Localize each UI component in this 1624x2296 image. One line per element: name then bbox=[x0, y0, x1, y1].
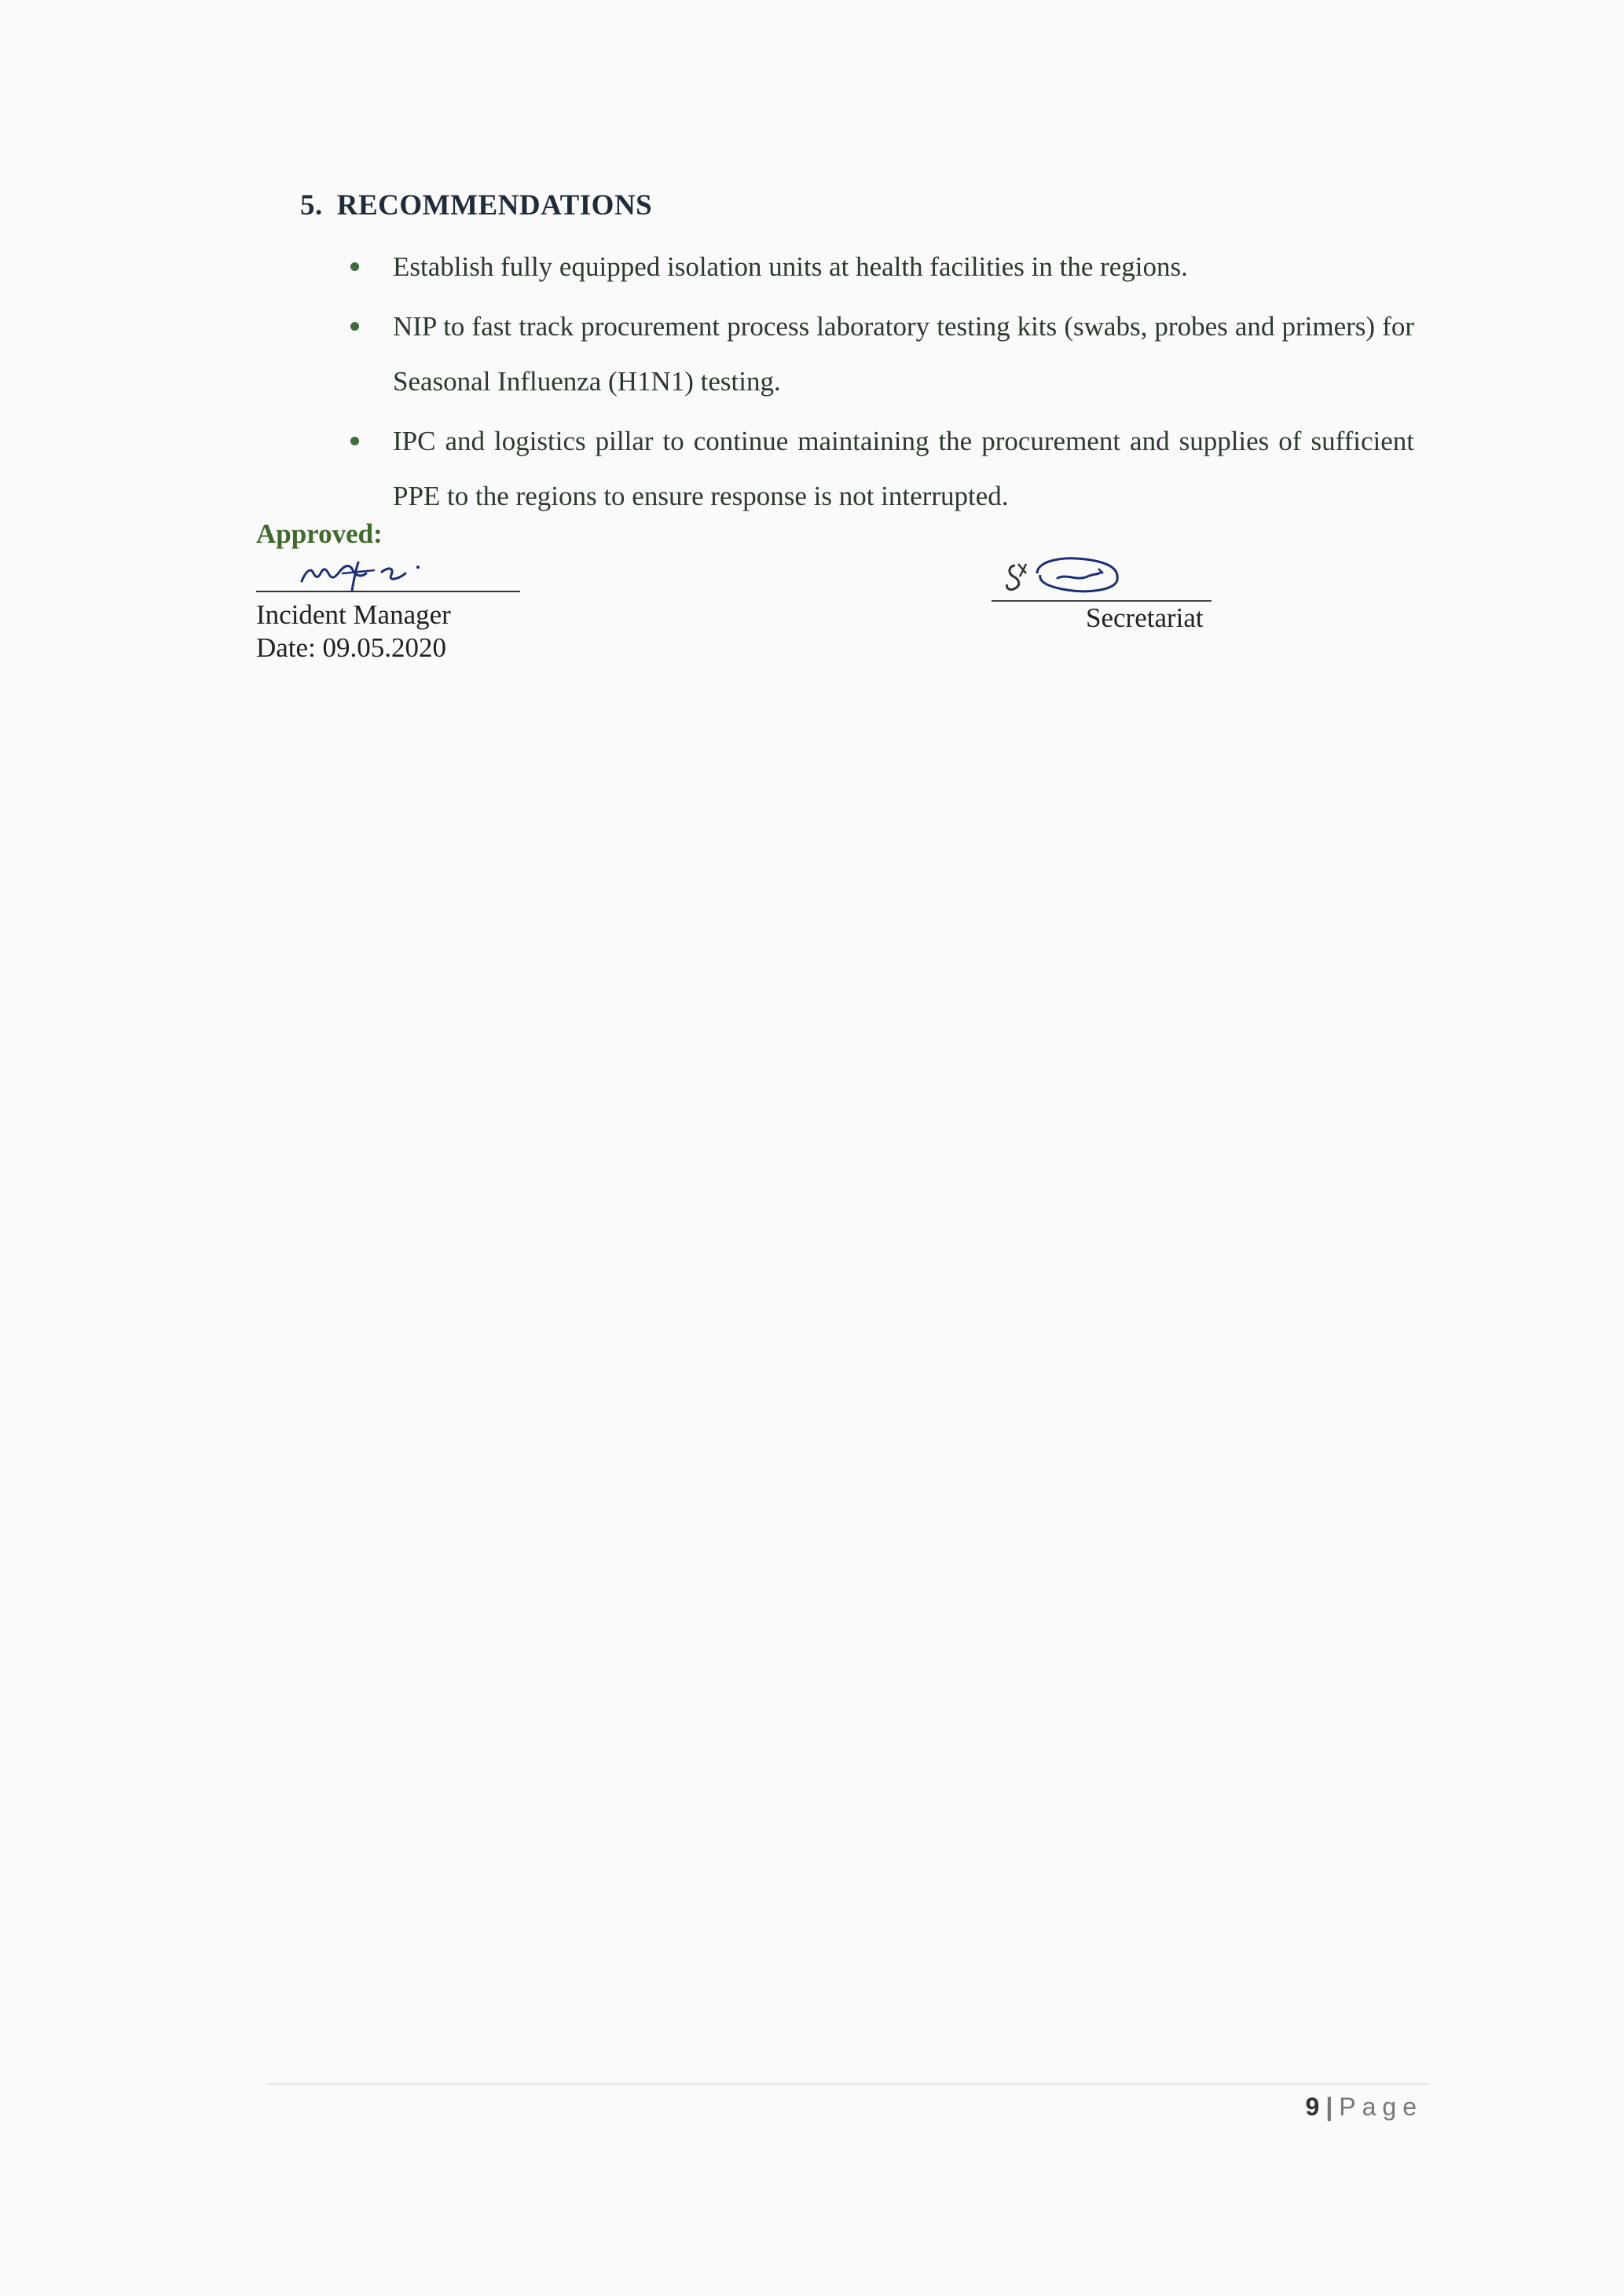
secretariat-block bbox=[992, 550, 1227, 635]
secretariat-signature bbox=[992, 550, 1227, 600]
list-item bbox=[346, 414, 1414, 524]
page-footer bbox=[1306, 2093, 1423, 2122]
approver-role: Incident Manager bbox=[256, 599, 451, 630]
list-item bbox=[346, 299, 1414, 409]
footer-divider bbox=[267, 2083, 1430, 2085]
list-item-text: IPC and logistics pillar to continue maintaining the procurement and supplies of sufficient PPE to the regions to ensure response is not interrupted. bbox=[393, 426, 1414, 511]
approval-block bbox=[256, 518, 539, 665]
page-number: 9 bbox=[1305, 2093, 1320, 2121]
incident-manager-signature bbox=[256, 550, 523, 591]
approved-label: Approved: bbox=[256, 518, 383, 549]
page-label: Page bbox=[1339, 2093, 1423, 2121]
section-title: RECOMMENDATIONS bbox=[336, 189, 653, 222]
recommendations-list bbox=[346, 240, 1414, 529]
bullet-icon bbox=[350, 262, 359, 271]
section-heading bbox=[300, 189, 652, 222]
approval-date: Date: 09.05.2020 bbox=[256, 632, 447, 663]
signature-line bbox=[256, 591, 520, 592]
footer-separator: | bbox=[1325, 2093, 1333, 2121]
list-item-text: NIP to fast track procurement process laboratory testing kits (swabs, probes and primers) for Seasonal Influenza (H1N1) testing. bbox=[393, 311, 1414, 397]
bullet-icon bbox=[350, 437, 359, 445]
section-number: 5. bbox=[300, 189, 323, 222]
bullet-icon bbox=[350, 322, 359, 331]
list-item-text: Establish fully equipped isolation units at health facilities in the regions. bbox=[393, 251, 1188, 282]
list-item bbox=[346, 240, 1414, 295]
secretariat-label: Secretariat bbox=[1086, 602, 1204, 633]
